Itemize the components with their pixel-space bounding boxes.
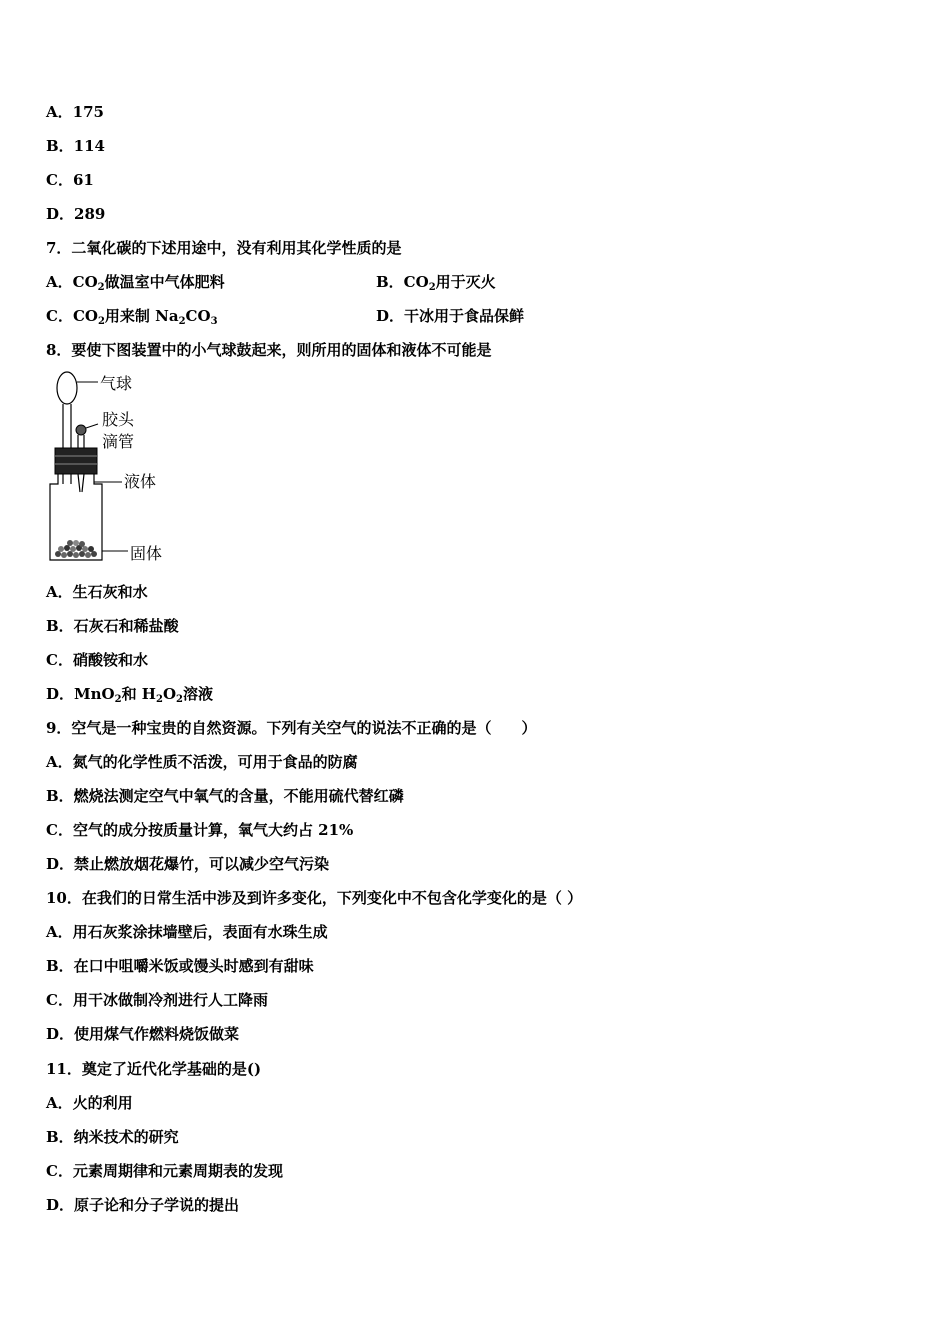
- q9-option-b: B．燃烧法测定空气中氧气的含量，不能用硫代替红磷: [46, 787, 404, 805]
- q9-option-c: C．空气的成分按质量计算，氧气大约占 21%: [46, 821, 354, 839]
- q11-option-c: C．元素周期律和元素周期表的发现: [46, 1162, 283, 1180]
- q11-option-d: D．原子论和分子学说的提出: [46, 1196, 240, 1214]
- q7-option-c: C．$CO_2$用来制 $Na_2CO_3$: [46, 307, 218, 327]
- q10-option-d: D．使用煤气作燃料烧饭做菜: [46, 1025, 240, 1043]
- solid-label: 固体: [130, 544, 163, 563]
- q7-option-a: A．$CO_2$做温室中气体肥料: [46, 273, 225, 293]
- q6-option-b: B．114: [46, 137, 105, 155]
- q9-option-a: A．氮气的化学性质不活泼，可用于食品的防腐: [46, 753, 358, 771]
- stopper: [55, 448, 97, 474]
- q11-option-a: A．火的利用: [46, 1094, 133, 1112]
- dropper-bulb: [76, 425, 86, 435]
- q10-option-b: B．在口中咀嚼米饭或馒头时感到有甜味: [46, 957, 314, 975]
- q8-stem: 8．要使下图装置中的小气球鼓起来，则所用的固体和液体不可能是: [46, 341, 492, 359]
- liquid-label: 液体: [124, 472, 157, 491]
- q8-option-a: A．生石灰和水: [46, 583, 148, 601]
- solid-pellets: [55, 540, 97, 558]
- dropper-label-1: 胶头: [102, 410, 135, 429]
- q7-option-b: B．$CO_2$用于灭火: [376, 273, 496, 293]
- q10-stem: 10．在我们的日常生活中涉及到许多变化，下列变化中不包含化学变化的是（ ）: [46, 889, 583, 907]
- q11-option-b: B．纳米技术的研究: [46, 1128, 179, 1146]
- bottle: [50, 474, 102, 560]
- q9-stem: 9．空气是一种宝贵的自然资源。下列有关空气的说法不正确的是（ ）: [46, 719, 537, 737]
- q6-option-c: C．61: [46, 171, 94, 189]
- balloon-label: 气球: [100, 374, 133, 393]
- q9-option-d: D．禁止燃放烟花爆竹，可以减少空气污染: [46, 855, 330, 873]
- q6-option-d: D．289: [46, 205, 106, 223]
- dropper-label-2: 滴管: [102, 432, 135, 451]
- q10-option-c: C．用干冰做制冷剂进行人工降雨: [46, 991, 268, 1009]
- q7-stem: 7．二氧化碳的下述用途中，没有利用其化学性质的是: [46, 239, 402, 257]
- q7-option-d: D．干冰用于食品保鲜: [376, 307, 525, 325]
- balloon-shape: [57, 372, 77, 404]
- q8-option-d: D．MnO$_2$和 $H_2O_2$溶液: [46, 685, 213, 705]
- q11-stem: 11．奠定了近代化学基础的是(): [46, 1060, 262, 1078]
- q6-option-a: A．175: [46, 103, 104, 121]
- q8-option-b: B．石灰石和稀盐酸: [46, 617, 179, 635]
- apparatus-figure: [40, 368, 180, 568]
- q10-option-a: A．用石灰浆涂抹墙壁后，表面有水珠生成: [46, 923, 328, 941]
- q8-option-c: C．硝酸铵和水: [46, 651, 148, 669]
